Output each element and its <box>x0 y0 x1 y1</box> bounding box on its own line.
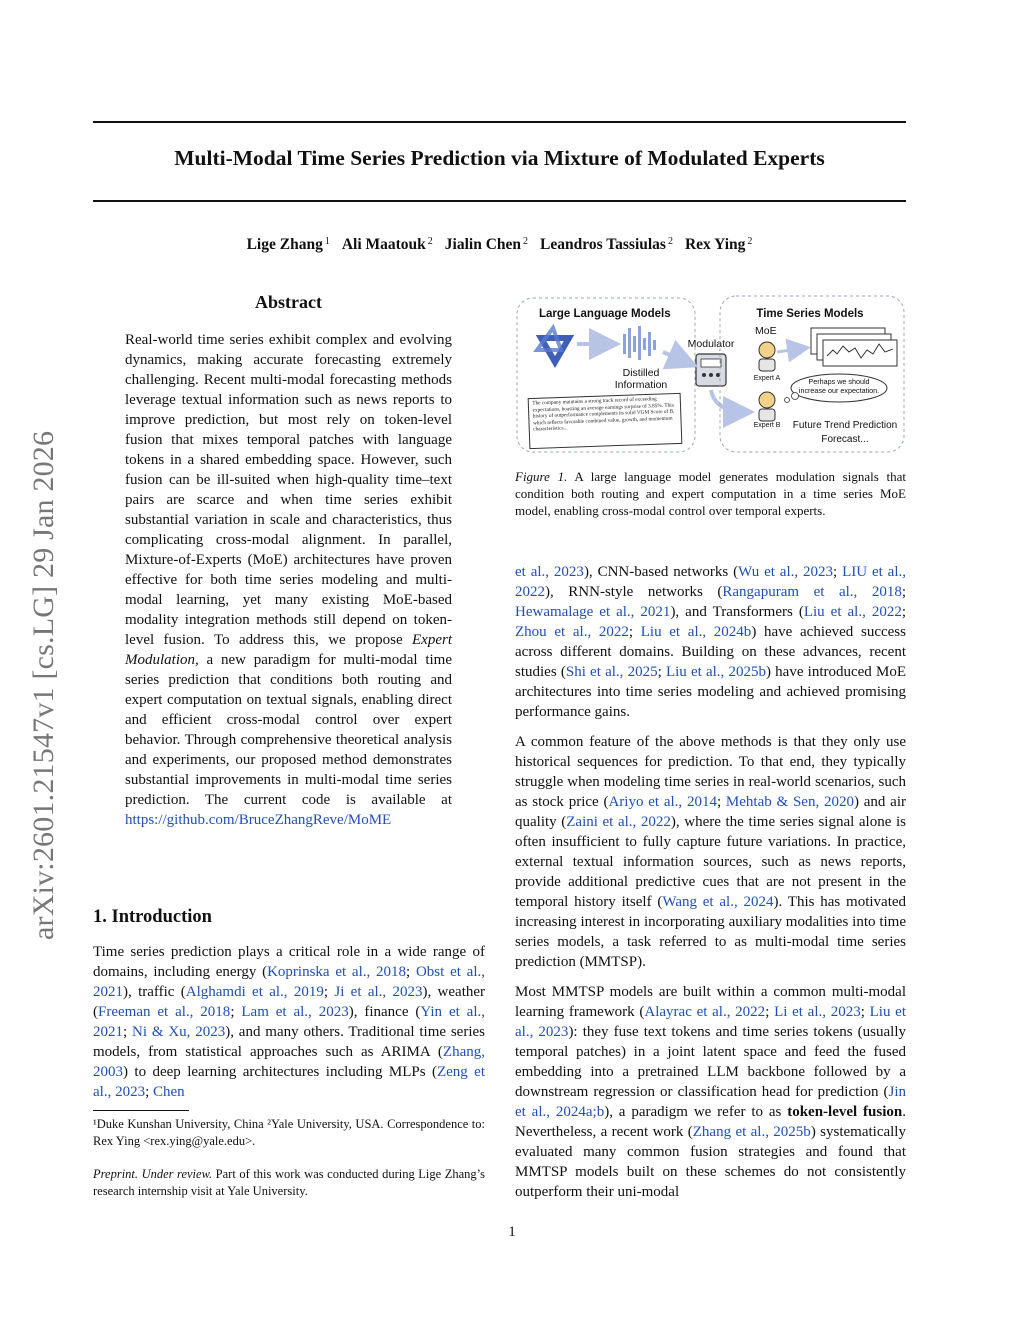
llm-label: Large Language Models <box>539 308 671 320</box>
preprint-note-text: Part of this work was conducted during Lige Zhang’s research internship visit at Yale University. <box>93 1167 486 1198</box>
citation-link[interactable]: Ariyo et al., 2014 <box>608 794 717 810</box>
intro-section <box>93 907 485 1102</box>
citation-link[interactable]: Zaini et al., 2022 <box>566 814 671 830</box>
intro-paragraph-1: Time series prediction plays a critical role in a wide range of domains, including energy (Koprinska et al., 2018; Obst et al., 2021), traffic (Alghamdi et al., 2019; Ji et al., 2023), weather (Freeman et al., 2018; Lam et al., 2023), finance (Yin et al., 2021; Ni & Xu, 2023), and many others. Traditional time series models, from statistical approaches such as ARIMA (Zhang, 2003) to deep learning architectures including MLPs (Zeng et al., 2023; Chen <box>93 944 486 1100</box>
citation-link[interactable]: et al., 2023 <box>515 564 584 580</box>
intro-heading: 1. Introduction <box>93 907 212 927</box>
citation-link[interactable]: Yin et al., 2021 <box>93 1004 485 1040</box>
title-top-rule <box>93 121 906 123</box>
author-affiliation-mark: 2 <box>747 236 753 247</box>
abstract-text-1: Real-world time series exhibit complex and evolving dynamics, making accurate forecasting extremely challenging. Recent multi-modal forecasting methods leverage textual information such as news reports to improve prediction, but most rely on token-level fusion that mixes temporal patches with language tokens in a shared embedding space. However, such fusion can be ill-suited when high-quality time–text pairs are scarce and when time series exhibit substantial variation in scale and characteristics, thus complicating cross-modal alignment. In parallel, Mixture-of-Experts (MoE) architectures have proven effective for both time series modeling and multi-modal learning, yet many existing MoE-based modality integration methods still depend on token-level fusion. To address this, we propose <box>125 332 452 648</box>
citation-link[interactable]: Freeman et al., 2018 <box>98 1004 231 1020</box>
citation-link[interactable]: Jin et al., 2024a;b <box>515 1084 906 1120</box>
ts-label: Time Series Models <box>756 308 864 320</box>
thought-bubble <box>785 374 888 403</box>
citation-link[interactable]: Mehtab & Sen, 2020 <box>725 794 854 810</box>
citation-link[interactable]: Ji et al., 2023 <box>334 984 423 1000</box>
caption-label: Figure 1. <box>515 469 568 484</box>
moe-label: MoE <box>755 325 777 337</box>
preprint-note-emphasis: Preprint. Under review. <box>93 1167 213 1181</box>
citation-link[interactable]: Shi et al., 2025 <box>565 664 658 680</box>
citation-link[interactable]: Liu et al., 2023 <box>515 1004 907 1040</box>
author-affiliation-mark: 1 <box>324 236 330 247</box>
citation-link[interactable]: Lam et al., 2023 <box>241 1004 349 1020</box>
citation-link[interactable]: Chen <box>153 1084 185 1100</box>
time-series-stack <box>811 328 897 366</box>
modulator-to-expert-arrow <box>711 390 747 412</box>
caption-text: A large language model generates modulation signals that condition both routing and expert computation in a time series MoE model, enabling cross-modal control over temporal experts. <box>515 469 906 518</box>
citation-link[interactable]: Alayrac et al., 2022 <box>644 1004 766 1020</box>
figure-1-caption <box>515 468 906 519</box>
author-affiliation-mark: 2 <box>667 236 673 247</box>
citation-link[interactable]: Rangapuram et al., 2018 <box>722 584 902 600</box>
expert-to-series-arrow <box>777 348 805 352</box>
expert-a-icon <box>759 342 775 371</box>
citation-link[interactable]: Wang et al., 2024 <box>662 894 774 910</box>
citation-link[interactable]: Obst et al., 2021 <box>93 964 485 1000</box>
author-affiliation-mark: 2 <box>427 236 433 247</box>
citation-link[interactable]: Li et al., 2023 <box>774 1004 861 1020</box>
footnote-affiliations: ¹Duke Kunshan University, China ²Yale University, USA. Correspondence to: Rex Ying <rex.ying@yale.edu>. <box>93 1117 485 1148</box>
citation-link[interactable]: Liu et al., 2022 <box>803 604 902 620</box>
right-paragraph-1: et al., 2023), CNN-based networks (Wu et al., 2023; LIU et al., 2022), RNN-style networks (Rangapuram et al., 2018; Hewamalage et al., 2021), and Transformers (Liu et al., 2022; Zhou et al., 2022; Liu et al., 2024b) have achieved success across different domains. Building on these advances, recent studies (Shi et al., 2025; Liu et al., 2025b) have introduced MoE architectures into time series modeling and achieved promising performance gains. <box>515 564 907 720</box>
author-name: Leandros Tassiulas $^2$ <box>540 236 673 253</box>
abstract-heading: Abstract <box>255 292 322 312</box>
llm-logo-icon <box>537 328 569 362</box>
author-name: Lige Zhang $^1$ <box>246 236 330 253</box>
author-affiliation-mark: 2 <box>523 236 529 247</box>
right-column <box>515 562 906 1202</box>
citation-link[interactable]: Alghamdi et al., 2019 <box>185 984 324 1000</box>
footnote-rule <box>93 1110 189 1111</box>
news-text: The company maintains a strong track record of exceeding expectations, boasting an average earnings surprise of 3.85%. This history of outperformance complements its solid VGM Score of B, which reflects favorable combined value, growth, and momentum characteristics... <box>532 396 675 433</box>
code-link[interactable]: https://github.com/BruceZhangReve/MoME <box>125 812 392 828</box>
citation-link[interactable]: Liu et al., 2024b <box>640 624 752 640</box>
arxiv-identifier: arXiv:2601.21547v1 [cs.LG] 29 Jan 2026 <box>27 430 60 940</box>
citation-link[interactable]: Ni & Xu, 2023 <box>132 1024 226 1040</box>
information-label: Information <box>614 379 668 391</box>
author-name: Jialin Chen $^2$ <box>444 236 529 253</box>
distilled-information-icon <box>623 326 656 360</box>
bubble-text: Perhaps we should increase our expectation. <box>798 378 880 395</box>
citation-link[interactable]: LIU et al., 2022 <box>515 564 907 600</box>
info-to-modulator-arrow <box>663 352 691 364</box>
abstract-emphasis: Expert Modulation <box>125 632 452 668</box>
citation-link[interactable]: Zhang, 2003 <box>93 1044 485 1080</box>
author-name: Rex Ying $^2$ <box>684 236 753 253</box>
citation-link[interactable]: Zeng et al., 2023 <box>93 1064 485 1100</box>
citation-link[interactable]: Wu et al., 2023 <box>738 564 834 580</box>
expert-b-icon <box>759 392 775 421</box>
news-document <box>528 393 682 448</box>
abstract-body <box>125 330 452 830</box>
trend-label-2: Forecast... <box>821 434 869 445</box>
right-paragraph-3: Most MMTSP models are built within a common multi-modal learning framework (Alayrac et al., 2022; Li et al., 2023; Liu et al., 2023): they fuse text tokens and time series tokens (usually temporal patches) in a joint latent space and feed the fused embedding into a pretrained LLM backbone followed by a downstream regression or classification head for prediction (Jin et al., 2024a;b), a paradigm we refer to as token-level fusion. Nevertheless, a recent work (Zhang et al., 2025b) systematically evaluated many common fusion strategies and found that MMTSP models built on these schemes do not consistently outperform their uni-modal <box>515 984 907 1200</box>
title-bottom-rule <box>93 200 906 202</box>
expert-a-label: Expert A <box>753 375 781 382</box>
abstract-text-2: , a new paradigm for multi-modal time series prediction that conditions both routing and expert computation on textual signals, enabling direct and efficient cross-modal control over expert behavior. Through comprehensive theoretical analysis and experiments, our proposed method demonstrates substantial improvements in multi-modal time series prediction. The current code is available at <box>125 652 452 808</box>
right-paragraph-2: A common feature of the above methods is that they only use historical sequences for prediction. To that end, they typically struggle when modeling time series in real-world scenarios, such as stock price (Ariyo et al., 2014; Mehtab & Sen, 2020) and air quality (Zaini et al., 2022), where the time series signal alone is often insufficient to fully capture future variations. In practice, external textual information sources, such as news reports, provide additional predictive cues that are not present in the temporal history itself (Wang et al., 2024). This has motivated increasing interest in incorporating auxiliary modalities into time series models, a task referred to as multi-modal time series prediction (MMTSP). <box>515 734 907 970</box>
modulator-icon <box>696 354 726 386</box>
figure-1-diagram <box>515 292 906 454</box>
figure-1 <box>515 292 906 454</box>
citation-link[interactable]: Hewamalage et al., 2021 <box>515 604 671 620</box>
expert-b-label: Expert B <box>753 422 781 429</box>
author-name: Ali Maatouk $^2$ <box>341 236 433 253</box>
citation-link[interactable]: Zhou et al., 2022 <box>515 624 629 640</box>
footnote-preprint <box>93 1166 485 1200</box>
trend-label-1: Future Trend Prediction <box>792 420 898 431</box>
citation-link[interactable]: Zhang et al., 2025b <box>692 1124 811 1140</box>
bold-term: token-level fusion <box>787 1104 903 1120</box>
citation-link[interactable]: Koprinska et al., 2018 <box>267 964 407 980</box>
paper-title: Multi-Modal Time Series Prediction via Mixture of Modulated Experts <box>174 146 825 170</box>
citation-link[interactable]: Liu et al., 2025b <box>665 664 766 680</box>
modulator-label: Modulator <box>687 338 735 350</box>
distilled-label: Distilled <box>622 367 660 379</box>
author-list <box>93 236 906 254</box>
page-number: 1 <box>508 1224 516 1240</box>
